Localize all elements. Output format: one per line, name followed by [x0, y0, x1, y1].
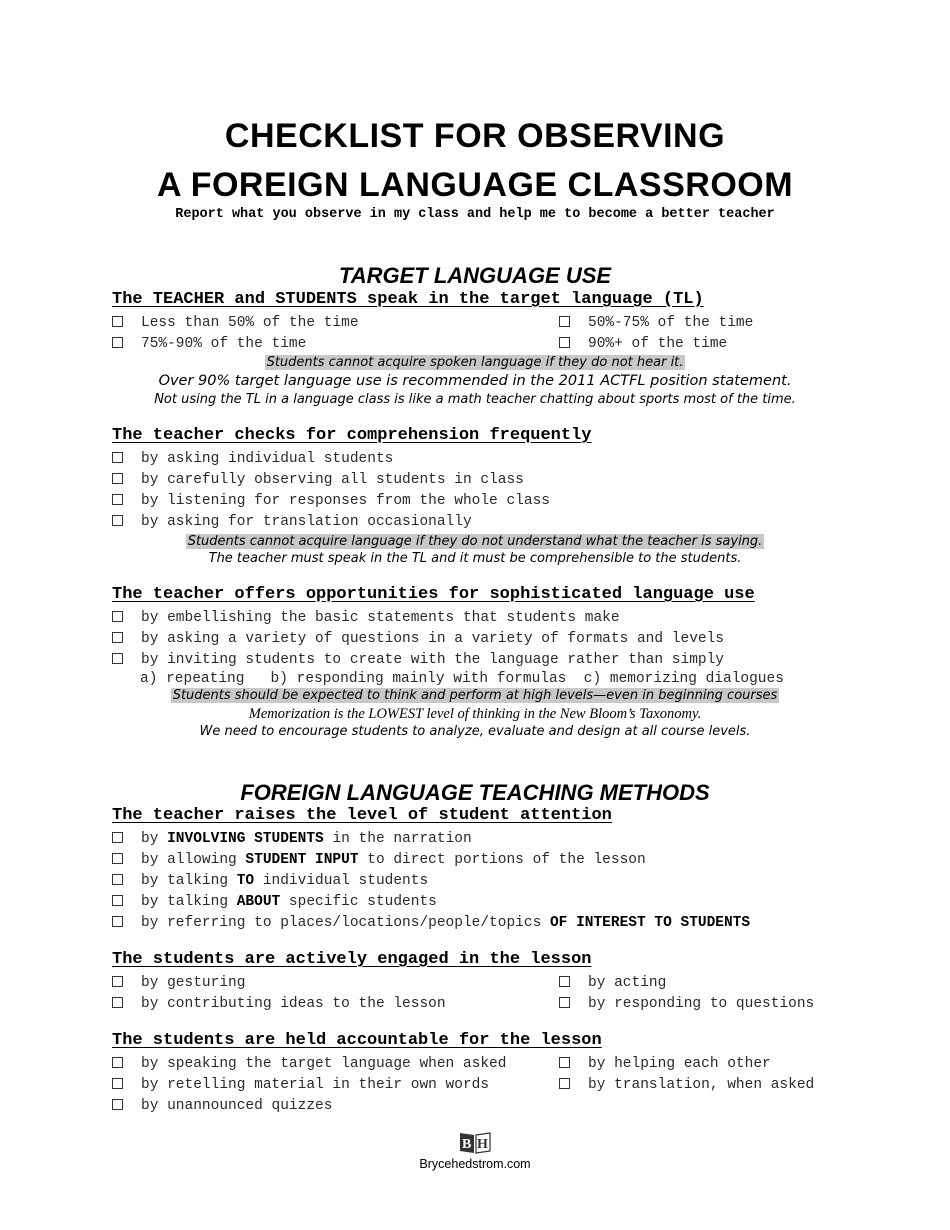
heading-comprehension: The teacher checks for comprehension frequently — [112, 426, 592, 445]
checklist-item[interactable]: Less than 50% of the time — [112, 313, 359, 333]
page-subtitle: Report what you observe in my class and help me to become a better teacher — [175, 207, 775, 222]
checklist-item[interactable]: by retelling material in their own words — [112, 1075, 489, 1095]
checklist-item[interactable]: by talking TO individual students — [112, 871, 428, 891]
checkbox-icon[interactable] — [559, 1078, 570, 1089]
section-title-target-language: TARGET LANGUAGE USE — [338, 263, 612, 288]
note: The teacher must speak in the TL and it must be comprehensible to the students. — [208, 551, 742, 566]
heading-engaged: The students are actively engaged in the lesson — [112, 950, 592, 969]
note: Not using the TL in a language class is like a math teacher chatting about sports most of the time. — [154, 392, 796, 407]
checklist-item[interactable]: by embellishing the basic statements that students make — [112, 608, 620, 628]
checklist-item[interactable]: by translation, when asked — [559, 1075, 814, 1095]
checkbox-icon[interactable] — [112, 874, 123, 885]
note-highlight: Students should be expected to think and perform at high levels—even in beginning courses — [172, 688, 778, 703]
checklist-item[interactable]: by speaking the target language when asked — [112, 1054, 506, 1074]
checkbox-icon[interactable] — [112, 832, 123, 843]
checklist-item[interactable]: by acting — [559, 973, 666, 993]
checkbox-icon[interactable] — [112, 632, 123, 643]
bh-logo-icon — [458, 1130, 492, 1154]
note-highlight: Students cannot acquire spoken language if they do not hear it. — [266, 355, 684, 370]
checklist-item[interactable]: by talking ABOUT specific students — [112, 892, 437, 912]
checkbox-icon[interactable] — [559, 997, 570, 1008]
page-title-line-2: A FOREIGN LANGUAGE CLASSROOM — [156, 166, 794, 204]
checkbox-icon[interactable] — [112, 611, 123, 622]
checkbox-icon[interactable] — [112, 997, 123, 1008]
checkbox-icon[interactable] — [112, 473, 123, 484]
heading-accountable: The students are held accountable for the lesson — [112, 1031, 602, 1050]
checkbox-icon[interactable] — [112, 316, 123, 327]
checklist-item[interactable]: by inviting students to create with the language rather than simply — [112, 650, 724, 670]
checkbox-icon[interactable] — [112, 452, 123, 463]
checkbox-icon[interactable] — [112, 895, 123, 906]
checkbox-icon[interactable] — [112, 853, 123, 864]
heading-tl-use: The TEACHER and STUDENTS speak in the target language (TL) — [112, 290, 704, 309]
checklist-item[interactable]: 90%+ of the time — [559, 334, 727, 354]
heading-sophisticated: The teacher offers opportunities for sophisticated language use — [112, 585, 755, 604]
checklist-item[interactable]: by unannounced quizzes — [112, 1096, 332, 1116]
checklist-item[interactable]: by referring to places/locations/people/topics OF INTEREST TO STUDENTS — [112, 913, 750, 933]
checkbox-icon[interactable] — [559, 976, 570, 987]
page-title-line-1: CHECKLIST FOR OBSERVING — [224, 117, 726, 155]
heading-attention: The teacher raises the level of student attention — [112, 806, 612, 825]
checklist-sub-options: a) repeating b) responding mainly with formulas c) memorizing dialogues — [140, 671, 784, 687]
checkbox-icon[interactable] — [112, 653, 123, 664]
logo-letter-b: B — [462, 1137, 472, 1152]
note-highlight: Students cannot acquire language if they do not understand what the teacher is saying. — [187, 534, 763, 549]
checklist-item[interactable]: by responding to questions — [559, 994, 814, 1014]
checkbox-icon[interactable] — [112, 337, 123, 348]
checkbox-icon[interactable] — [559, 316, 570, 327]
footer-site: Brycehedstrom.com — [419, 1157, 531, 1171]
checklist-item[interactable]: by contributing ideas to the lesson — [112, 994, 446, 1014]
checklist-item[interactable]: by asking for translation occasionally — [112, 512, 472, 532]
checkbox-icon[interactable] — [112, 976, 123, 987]
checklist-item[interactable]: by asking a variety of questions in a variety of formats and levels — [112, 629, 724, 649]
checkbox-icon[interactable] — [112, 494, 123, 505]
checklist-item[interactable]: by allowing STUDENT INPUT to direct portions of the lesson — [112, 850, 646, 870]
checklist-item[interactable]: by gesturing — [112, 973, 245, 993]
checkbox-icon[interactable] — [559, 337, 570, 348]
checklist-item[interactable]: by helping each other — [559, 1054, 771, 1074]
checkbox-icon[interactable] — [559, 1057, 570, 1068]
checkbox-icon[interactable] — [112, 1057, 123, 1068]
checkbox-icon[interactable] — [112, 1099, 123, 1110]
note: We need to encourage students to analyze, evaluate and design at all course levels. — [199, 724, 751, 739]
checkbox-icon[interactable] — [112, 916, 123, 927]
logo-letter-h: H — [477, 1137, 488, 1152]
note: Over 90% target language use is recommended in the 2011 ACTFL position statement. — [158, 373, 792, 389]
checklist-item[interactable]: by listening for responses from the whole class — [112, 491, 550, 511]
checkbox-icon[interactable] — [112, 1078, 123, 1089]
checklist-item[interactable]: by asking individual students — [112, 449, 393, 469]
section-title-teaching-methods: FOREIGN LANGUAGE TEACHING METHODS — [240, 780, 710, 805]
note: Memorization is the LOWEST level of thinking in the New Bloom’s Taxonomy. — [248, 706, 702, 722]
checklist-item[interactable]: 75%-90% of the time — [112, 334, 306, 354]
checklist-item[interactable]: by carefully observing all students in class — [112, 470, 524, 490]
checkbox-icon[interactable] — [112, 515, 123, 526]
checklist-item[interactable]: by INVOLVING STUDENTS in the narration — [112, 829, 472, 849]
checklist-item[interactable]: 50%-75% of the time — [559, 313, 753, 333]
